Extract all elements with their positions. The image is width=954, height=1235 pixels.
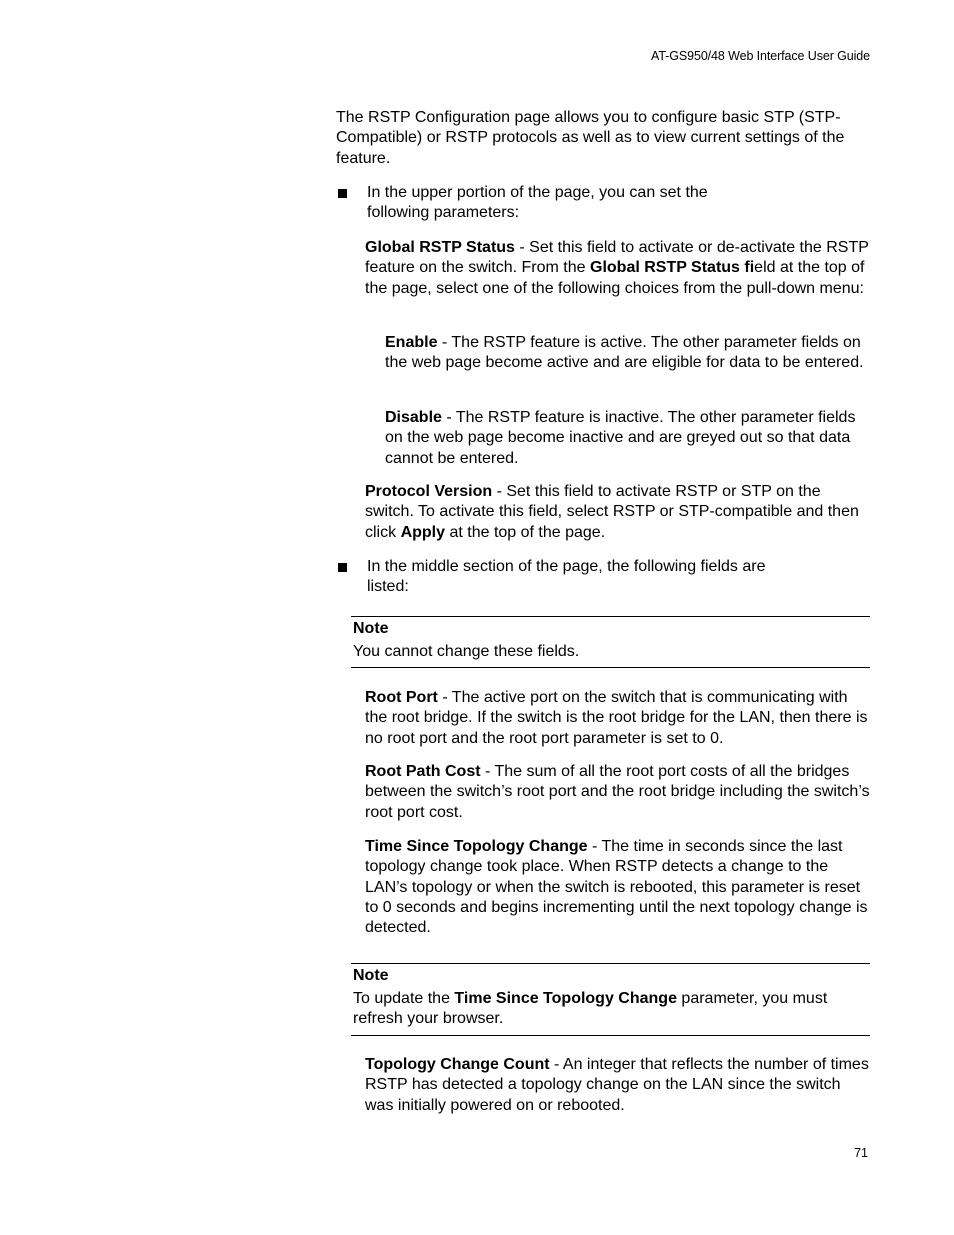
term-time-since-topology-change: Time Since Topology Change [454, 990, 677, 1007]
desc-text: - The RSTP feature is inactive. The other parameter fields on the web page become inactive and are greyed out so that data cannot be entered. [385, 409, 856, 467]
square-bullet-icon [338, 189, 347, 198]
note-title: Note [353, 967, 389, 984]
global-rstp-status-desc [365, 238, 873, 299]
term-root-port: Root Port [365, 689, 438, 706]
note-title: Note [353, 620, 389, 637]
note-text: parameter, you must refresh your browser. [353, 990, 828, 1028]
enable-desc [385, 333, 873, 374]
term-disable: Disable [385, 409, 442, 426]
page-number: 71 [854, 1146, 868, 1160]
note-text: To update the [353, 990, 455, 1007]
term-enable: Enable [385, 334, 438, 351]
desc-text: - The RSTP feature is active. The other parameter fields on the web page become active and are eligible for data to be entered. [385, 334, 864, 372]
protocol-version-desc [365, 482, 873, 543]
desc-text: - An integer that reflects the number of times RSTP has detected a topology change on the LAN since the switch was initially powered on or rebooted. [365, 1056, 869, 1114]
desc-text: - The sum of all the root port costs of all the bridges between the switch’s root port and the root bridge including the switch’s root port cost. [365, 763, 870, 821]
desc-text: - Set this field to activate or de-activate the RSTP feature on the switch. From the [365, 239, 869, 277]
desc-text: eld at the top of the page, select one of the following choices from the pull-down menu: [365, 259, 865, 297]
desc-text: - The time in seconds since the last topology change took place. When RSTP detects a change to the LAN’s topology or when the switch is rebooted, this parameter is reset to 0 seconds and begins incrementing until the next topology change is detected. [365, 838, 868, 937]
note-body: You cannot change these fields. [353, 643, 580, 660]
note-box [351, 616, 870, 668]
note-body [351, 989, 870, 1030]
desc-text: - The active port on the switch that is communicating with the root bridge. If the switch is the root bridge for the LAN, then there is no root port and the root port parameter is set to 0. [365, 689, 868, 747]
term-apply: Apply [400, 523, 446, 541]
root-path-cost-desc [365, 762, 873, 823]
bullet-middle-section [338, 557, 778, 598]
square-bullet-icon [338, 563, 347, 572]
running-header: AT-GS950/48 Web Interface User Guide [651, 49, 870, 63]
time-since-topology-change-desc [365, 837, 873, 938]
term-global-rstp-status: Global RSTP Status [365, 239, 515, 256]
note-box [351, 963, 870, 1036]
intro-paragraph: The RSTP Configuration page allows you to configure basic STP (STP-Compatible) or RSTP protocols as well as to view current settings of the feature. [336, 109, 845, 167]
topology-change-count-desc [365, 1055, 873, 1116]
term-time-since-topology-change: Time Since Topology Change [365, 838, 588, 855]
bullet-text: In the upper portion of the page, you can set the following parameters: [367, 184, 708, 222]
term-root-path-cost: Root Path Cost [365, 763, 481, 780]
root-port-desc [365, 688, 873, 749]
bullet-upper-portion [338, 183, 758, 224]
bullet-text: In the middle section of the page, the following fields are listed: [367, 558, 766, 596]
term-topology-change-count: Topology Change Count [365, 1056, 550, 1073]
term-global-rstp-status-inline: Global RSTP Status fi [590, 259, 755, 277]
disable-desc [385, 408, 873, 469]
term-protocol-version: Protocol Version [365, 483, 493, 500]
desc-text: at the top of the page. [445, 523, 606, 541]
desc-text: - Set this field to activate RSTP or STP on the switch. To activate this field, select RSTP or STP-compatible and then click [365, 483, 859, 541]
